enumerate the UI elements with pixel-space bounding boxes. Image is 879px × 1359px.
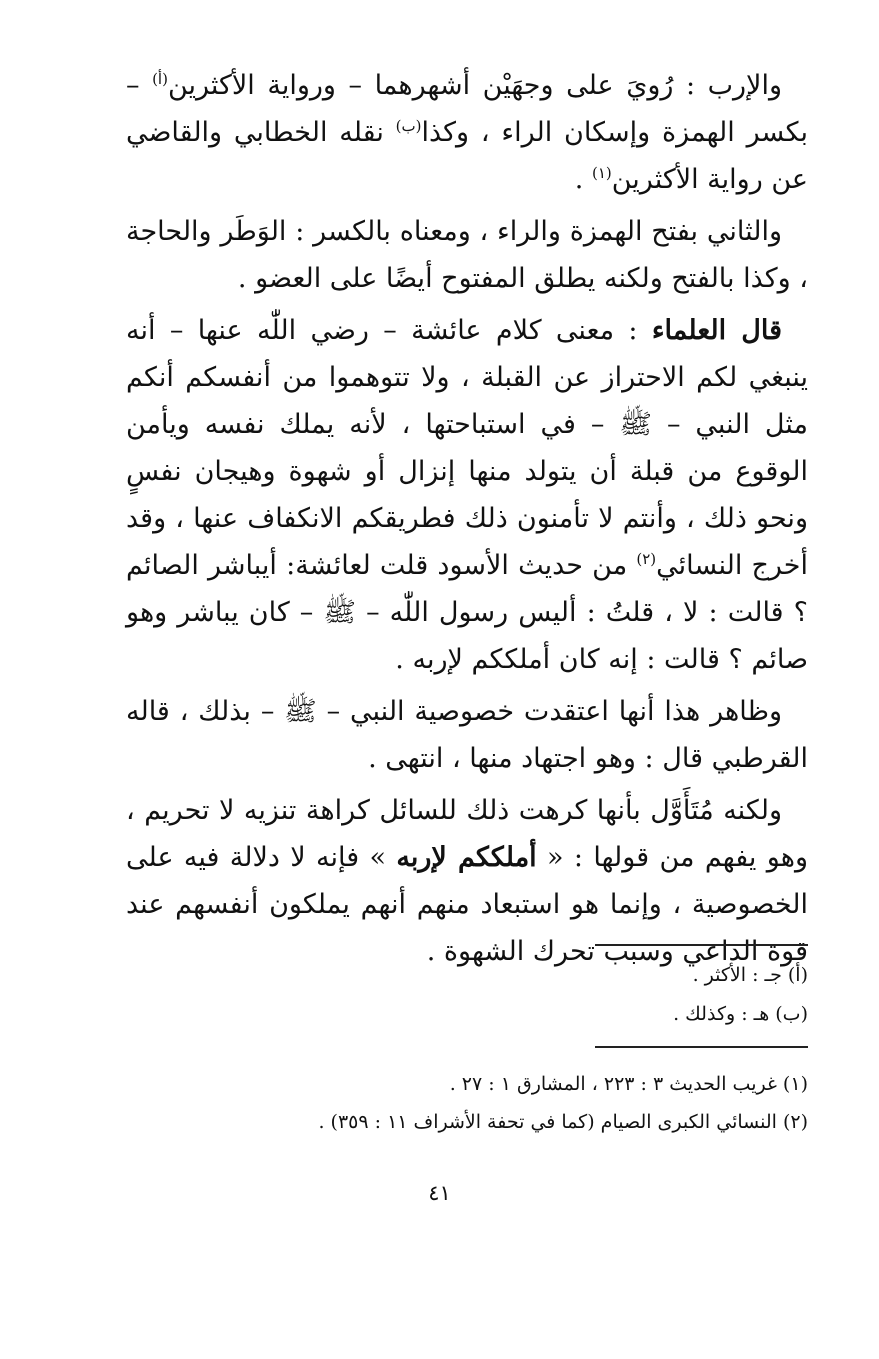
variant-mark-b: (ب) [395,117,422,135]
paragraph-2-text: والثاني بفتح الهمزة والراء ، ومعناه بالكسر : الوَطَر والحاجة ، وكذا بالفتح ولكنه يطلق المفتوح أيضًا على العضو . [126,216,808,294]
footnote-mark-2: (٢) [636,550,657,568]
paragraph-4-text: وظاهر هذا أنها اعتقدت خصوصية النبي – ﷺ – بذلك ، قاله القرطبي قال : وهو اجتهاد منها ، انتهى . [126,696,808,774]
paragraph-3-text-2: من حديث الأسود قلت لعائشة: أيباشر الصائم ؟ قالت : لا ، قلتُ : أليس رسول اللّٰه – ﷺ – كان يباشر وهو صائم ؟ قالت : إنه كان أملككم لإربه . [126,550,808,675]
footnote-1: (١) غريب الحديث ٣ : ٢٢٣ ، المشارق ١ : ٢٧ . [449,1073,808,1095]
paragraph-1-text-3: نقله الخطابي والقاضي عن رواية الأكثرين [126,117,808,195]
paragraph-1-text-4: . [574,164,592,195]
footnotes-separator [595,1046,808,1048]
paragraph-5-text-2: » فإنه لا دلالة فيه على الخصوصية ، وإنما هو استبعاد منهم أنهم يملكون أنفسهم عند قوة الداعي وسبب تحرك الشهوة . [126,842,808,967]
paragraph-5 [126,787,808,975]
variant-mark-a: (أ) [152,70,168,88]
footnote-2: (٢) النسائي الكبرى الصيام (كما في تحفة الأشراف ١١ : ٣٥٩) . [318,1111,808,1133]
paragraph-3-lead: قال العلماء [651,315,782,346]
paragraph-1-text-2: – بكسر الهمزة وإسكان الراء ، وكذا [126,70,808,148]
main-text [126,62,808,980]
paragraph-4 [126,688,808,782]
paragraph-5-text: ولكنه مُتَأَوَّل بأنها كرهت ذلك للسائل كراهة تنزيه لا تحريم ، وهو يفهم من قولها : « [126,795,808,873]
variant-note-b: (ب) هـ : وكذلك . [673,1003,808,1025]
paragraph-3 [126,307,808,683]
footnote-mark-1: (١) [591,164,612,182]
paragraph-2 [126,208,808,302]
page-number: ٤١ [428,1181,451,1205]
paragraph-1 [126,62,808,203]
quoted-phrase: أملككم لإربه [396,842,537,873]
paragraph-1-text: والإرب : رُويَ على وجهَيْن أشهرهما – ورواية الأكثرين [167,70,782,101]
variant-notes-separator [595,944,808,946]
paragraph-3-text: : معنى كلام عائشة – رضي اللّٰه عنها – أنه ينبغي لكم الاحتراز عن القبلة ، ولا تتوهموا من أنفسكم أنكم مثل النبي – ﷺ – في استباحتها ، لأنه يملك نفسه ويأمن الوقوع من قبلة أن يتولد منها إنزال أو شهوة وهيجان نفسٍ ونحو ذلك ، وأنتم لا تأمنون ذلك فطريقكم الانكفاف عنها ، وقد أخرج النسائي [126,315,808,581]
variant-note-a: (أ) جـ : الأكثر . [692,964,808,986]
